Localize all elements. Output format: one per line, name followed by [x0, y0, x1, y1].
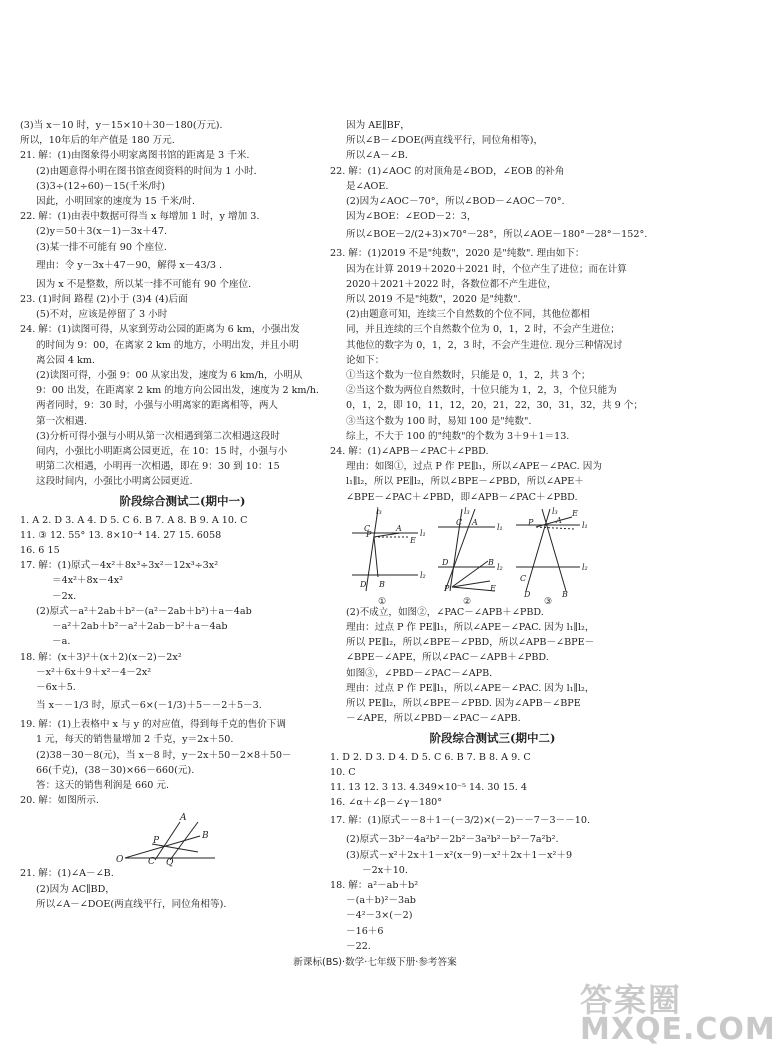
fig1-label-c: C [364, 523, 371, 533]
fig2-pe [452, 587, 495, 591]
text-line: (3)3÷(12÷60)－15(千米/时) [36, 180, 165, 192]
fig2-label-d: D [442, 557, 449, 567]
fig3-label-a: A [556, 515, 562, 525]
text-line: (3)分析可得小强与小明从第一次相遇到第二次相遇这段时 [36, 430, 280, 442]
text-line: (2)原式－a²＋2ab＋b²－(a²－2ab＋b²)＋a－4ab [36, 605, 252, 617]
text-line: (2)原式－3b²－4a²b²－2b²－3a²b²－b²－7a²b². [346, 834, 559, 846]
label-b: B [202, 831, 209, 842]
fig3-label-l1: l₁ [582, 520, 588, 530]
text-line: －6x＋5. [36, 681, 76, 693]
text-line: 理由：过点 P 作 PE∥l₁，所以∠APE－∠PAC. 因为 l₁∥l₂， [346, 622, 595, 634]
text-line: －a. [52, 636, 71, 648]
text-line: 综上，不大于 100 的"纯数"的个数为 3＋9＋1＝13. [346, 430, 570, 442]
fig1-label-p: P [366, 529, 372, 539]
fig3-pe [536, 527, 574, 529]
text-line: 因为 x 不是整数，所以某一排不可能有 90 个座位. [36, 278, 252, 290]
fig2-pb [452, 581, 490, 587]
fig3-label-l3: l₃ [552, 506, 558, 516]
watermark-logo: 答案圈 [580, 981, 683, 1019]
text-line: (3)当 x－10 时，y－15×10＋30－180(万元). [20, 120, 223, 131]
text-line: 离公园 4 km. [36, 354, 95, 366]
text-line: 其他位的数字为 0，1，2，3 时，不会产生进位. 现分三种情况讨 [346, 339, 623, 351]
text-line: 答：这天的销售利润是 660 元. [36, 779, 169, 791]
fig2-label-l1: l₁ [497, 522, 503, 532]
fig1-label-d: D [360, 579, 367, 589]
text-line: 11. 13 12. 3 13. 4.349×10⁻⁵ 14. 30 15. 4 [330, 781, 527, 793]
fig1-label-l1: l₁ [420, 528, 426, 538]
text-line: 两者同时，9：30 时，小强与小明离家的距离相等，两人 [36, 400, 279, 412]
fig2-label-p: P [444, 583, 450, 593]
text-line: (3)原式－x²＋2x＋1－x²(x－9)－x²＋2x＋1－x²＋9 [346, 849, 573, 861]
text-line: (2)由题意得小明在图书馆查阅资料的时间为 1 小时. [36, 165, 257, 177]
text-line: 16. ∠α＋∠β－∠γ－180° [330, 797, 443, 809]
fig1-label-l2: l₂ [420, 570, 426, 580]
text-line: 23. 解：(1)2019 不是"纯数"，2020 是"纯数". 理由如下： [330, 248, 585, 260]
fig3-label-e: E [572, 508, 578, 518]
text-line: 是∠AOE. [346, 180, 389, 192]
watermark-url: MXQE.COM [580, 1012, 776, 1047]
text-line: (2)因为 AC∥BD， [36, 883, 115, 895]
text-line: 如图③，∠PBD－∠PAC－∠APB. [346, 667, 493, 679]
fig3-label-b: B [562, 589, 568, 599]
text-line: 论如下： [346, 354, 385, 366]
text-line: －4²－3×(－2) [346, 910, 413, 922]
text-line: 理由：如图①，过点 P 作 PE∥l₁，所以∠APE－∠PAC. 因为 [346, 461, 602, 473]
fig24-caption-3: ③ [543, 596, 553, 607]
text-line: 1. D 2. D 3. D 4. D 5. C 6. B 7. B 8. A 9. C [330, 751, 531, 763]
ray-ob [125, 836, 200, 858]
text-line: ∠BPE－∠APE，所以∠PAC－∠APB＋∠PBD. [346, 652, 549, 664]
text-line: l₁∥l₂，所以 PE∥l₂，所以∠BPE－∠PBD，所以∠APE＋ [346, 476, 584, 488]
fig1-label-a: A [396, 523, 402, 533]
text-line: 24. 解：(1)∠APB－∠PAC＋∠PBD. [330, 446, 489, 458]
text-line: ②当这个数为两位自然数时，十位只能为 1，2，3，个位只能为 [346, 385, 617, 397]
text-line: 因为∠BOE：∠EOD－2：3， [346, 211, 477, 223]
text-line: 当 x－－1/3 时，原式－6×(－1/3)＋5－－2＋5－3. [36, 700, 262, 712]
fig1-pa [374, 533, 400, 537]
text-line: 1. A 2. D 3. A 4. D 5. C 6. B 7. A 8. B 9. A 10. C [20, 514, 248, 526]
fig1-label-b: B [379, 579, 385, 589]
text-line: 理由：过点 P 作 PE∥l₁，所以∠APE－∠PAC. 因为 l₁∥l₂， [346, 682, 595, 694]
fig3-label-l2: l₂ [582, 562, 588, 572]
text-line: 21. 解：(1)∠A－∠B. [20, 868, 114, 880]
text-line: 所以∠BOE－2/(2+3)×70°－28°，所以∠AOE－180°－28°－152°. [346, 229, 648, 241]
text-line: －22. [346, 940, 371, 952]
fig2-label-c: C [456, 517, 463, 527]
text-line: 17. 解：(1)原式－－8＋1－(－3/2)×(－2)－－7－3－－10. [330, 815, 591, 827]
text-line: 24. 解：(1)读图可得，从家到劳动公园的距离为 6 km，小强出发 [20, 324, 300, 336]
text-line: 所以 PE∥l₂，所以∠BPE－∠PBD，所以∠APB－∠BPE－ [346, 637, 595, 649]
text-line: 10. C [330, 766, 356, 778]
text-line: 因为 AE∥BF， [346, 120, 410, 131]
section-title: 阶段综合测试二(期中一) [119, 493, 246, 508]
fig2-pa [452, 561, 488, 587]
fig3-label-c: C [520, 573, 527, 583]
text-line: 第一次相遇. [36, 415, 88, 427]
text-line: 18. 解：a²－ab＋b² [330, 879, 419, 891]
fig2-label-b: B [488, 557, 494, 567]
text-line: 这段时间内，小强比小明离公园更近. [36, 476, 193, 488]
page-footer: 新课标(BS)·数学·七年级下册·参考答案 [293, 957, 457, 968]
fig24-caption-2: ② [462, 596, 472, 607]
figure-20-diagram [20, 808, 345, 869]
label-a: A [180, 813, 187, 824]
text-line: (2)由题意可知，连续三个自然数的个位不同，其他位都相 [346, 309, 590, 321]
fig2-label-l3: l₃ [464, 506, 470, 516]
fig1-line-l3 [366, 509, 378, 591]
text-line: 2020＋2021＋2022 时，各数位都不产生进位， [346, 278, 557, 290]
text-line: 23. (1)时间 路程 (2)小于 (3)4 (4)后面 [20, 294, 188, 306]
left-column [20, 118, 345, 912]
text-line: (3)某一排不可能有 90 个座位. [36, 241, 167, 253]
text-line: 21. 解：(1)由图象得小明家离图书馆的距离是 3 千米. [20, 150, 250, 162]
text-line: －a²＋2ab＋b²－a²＋2ab－b²＋a－4ab [52, 621, 228, 633]
text-line: 理由：令 y－3x＋47－90，解得 x－43/3 . [36, 259, 223, 271]
text-line: 同，并且连续的三个自然数个位为 0，1，2 时，不会产生进位； [346, 324, 620, 336]
text-line: (2)y＝50＋3(x－1)－3x＋47. [36, 226, 168, 238]
fig1-label-e: E [410, 535, 416, 545]
text-line: 22. 解：(1)∠AOC 的对顶角是∠BOD，∠EOB 的补角 [330, 165, 565, 177]
text-line: 因为在计算 2019＋2020＋2021 时，个位产生了进位；而在计算 [346, 263, 627, 275]
text-line: ∠BPE－∠PAC＋∠PBD，即∠APB－∠PAC＋∠PBD. [346, 491, 578, 503]
text-line: (2)38－30－8(元)，当 x－8 时，y－2x＋50－2×8＋50－ [36, 749, 292, 761]
text-line: 11. ③ 12. 55° 13. 8×10⁻⁴ 14. 27 15. 6058 [20, 529, 222, 541]
text-line: 0，1，2，即 10，11，12，20，21，22，30，31，32，共 9 个； [346, 400, 643, 412]
text-line: －x²＋6x＋9＋x²－4－2x² [36, 666, 152, 678]
fig24-caption-1: ① [377, 596, 387, 607]
text-line: 所以 2019 不是"纯数"，2020 是"纯数". [346, 294, 521, 306]
text-line: (2)读图可得，小强 9：00 从家出发，速度为 6 km/h，小明从 [36, 370, 303, 382]
text-line: 间内，小强比小明距离公园更近，在 10：15 时，小强与小 [36, 446, 288, 458]
text-line: －∠APE，所以∠PBD－∠PAC－∠APB. [346, 713, 521, 725]
text-line: 19. 解：(1)上表格中 x 与 y 的对应值，得到每千克的售价下调 [20, 719, 286, 731]
text-line: 所以，10年后的年产值是 180 万元. [20, 135, 175, 147]
text-line: 17. 解：(1)原式－4x²＋8x³÷3x²－12x³÷3x² [20, 560, 219, 572]
label-p: P [153, 836, 160, 847]
label-o: O [116, 855, 124, 866]
text-line: (5)不对，应该是停留了 3 小时 [36, 309, 168, 321]
text-line: 所以∠A－∠DOE(两直线平行，同位角相等). [36, 898, 227, 910]
text-line: 16. 6 15 [20, 545, 60, 557]
fig1-label-l3: l₃ [376, 506, 382, 516]
text-line: －(a＋b)²－3ab [346, 895, 416, 907]
fig2-label-a: A [472, 517, 478, 527]
fig2-label-l2: l₂ [497, 562, 503, 572]
fig3-label-p: P [528, 517, 534, 527]
text-line: 66(千克)，(38－30)×66－660(元). [36, 764, 195, 776]
text-line: 20. 解：如图所示. [20, 795, 99, 807]
text-line: ③当这个数为 100 时，易知 100 是"纯数". [346, 415, 532, 427]
section-title: 阶段综合测试三(期中二) [429, 730, 556, 745]
text-line: ①当这个数为一位自然数时，只能是 0，1，2，共 3 个； [346, 370, 591, 382]
text-line: －2x＋10. [362, 864, 408, 876]
text-line: －2x. [52, 590, 77, 602]
text-line: 所以∠A－∠B. [346, 150, 408, 162]
text-line: 9：00 出发，在距离家 2 km 的地方向公园出发，速度为 2 km/h. [36, 385, 319, 397]
text-line: 因此，小明回家的速度为 15 千米/时. [36, 196, 195, 208]
text-line: (2)因为∠AOC－70°，所以∠BOD－∠AOC－70°. [346, 196, 565, 208]
text-line: (2)不成立，如图②，∠PAC－∠APB＋∠PBD. [346, 606, 544, 618]
fig2-label-e: E [490, 583, 496, 593]
figure-24-diagrams [330, 505, 655, 605]
fig1-pb [374, 537, 378, 577]
label-c: C [148, 857, 155, 868]
text-line: 1 元，每天的销售量增加 2 千克，y＝2x＋50. [36, 734, 234, 746]
fig3-label-d: D [524, 589, 531, 599]
text-line: 18. 解：(x＋3)²＋(x＋2)(x－2)－2x² [20, 651, 182, 663]
text-line: 22. 解：(1)由表中数据可得当 x 每增加 1 时，y 增加 3. [20, 211, 260, 223]
line-q [170, 822, 198, 860]
right-column [330, 118, 655, 954]
text-line: 明第二次相遇，小明再一次相遇，即在 9：30 到 10：15 [36, 461, 280, 473]
text-line: －16＋6 [346, 925, 384, 937]
text-line: 所以 PE∥l₂，所以∠BPE－∠PBD. 因为∠APB－∠BPE [346, 698, 581, 710]
label-q: Q [166, 858, 174, 869]
text-line: 所以∠B－∠DOE(两直线平行，同位角相等)， [346, 135, 544, 147]
text-line: ＝4x²＋8x－4x² [52, 575, 124, 587]
fig3-line-r [542, 506, 566, 591]
text-line: 的时间为 9：00，在离家 2 km 的地方，小明出发，并且小明 [36, 339, 299, 351]
